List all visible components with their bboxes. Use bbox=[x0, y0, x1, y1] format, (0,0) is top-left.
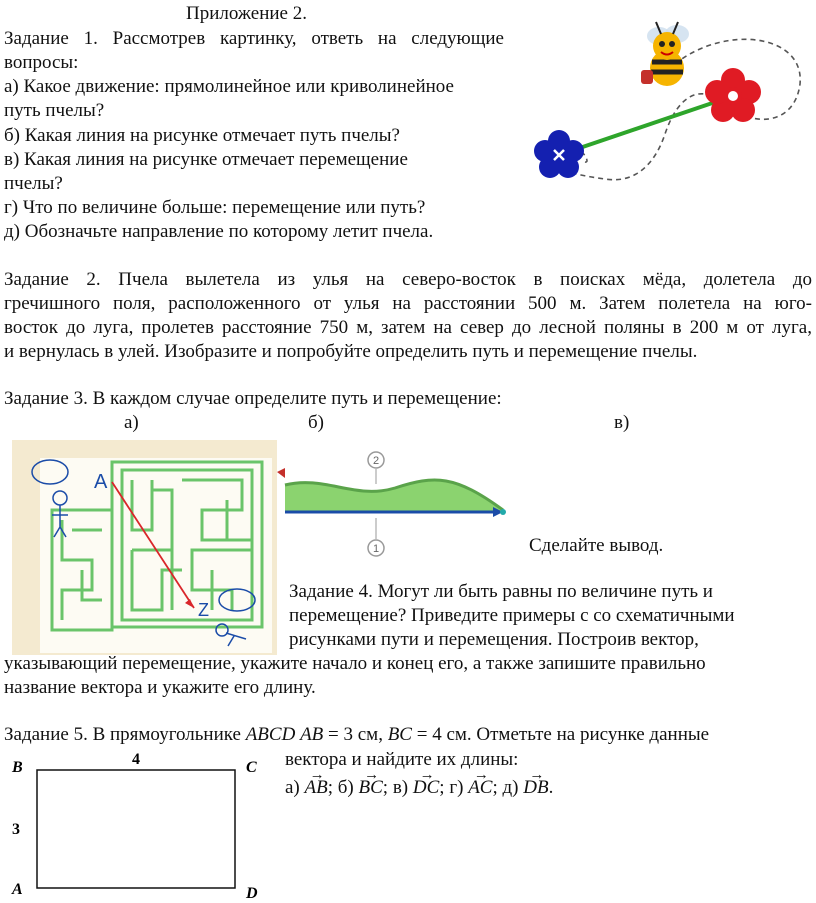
task2-line-4: и вернулась в улей. Изобразите и попробуйте определить путь и перемещение пчелы. bbox=[4, 341, 698, 362]
task4-line-5: название вектора и укажите его длину. bbox=[4, 677, 316, 698]
vector-separator: . bbox=[548, 777, 554, 798]
task1-question-a: а) Какое движение: прямолинейное или криволинейное bbox=[4, 76, 454, 97]
vertex-d: D bbox=[246, 885, 258, 900]
vector-dc: → DC bbox=[413, 776, 439, 800]
task3-label-a: а) bbox=[124, 412, 139, 433]
task2-line-2: гречишного поля, расположенного от улья на расстоянии 500 м. Затем полетела на юго- bbox=[4, 293, 812, 314]
vector-item-label: а) bbox=[285, 777, 305, 798]
task5-bc: BC bbox=[387, 724, 412, 745]
task5-prefix: Задание 5. В прямоугольнике bbox=[4, 724, 246, 745]
task4-line-2: перемещение? Приведите примеры с со схематичными bbox=[289, 605, 735, 626]
task1-question-d: г) Что по величине больше: перемещение или путь? bbox=[4, 197, 426, 218]
vector-ab: → AB bbox=[305, 776, 328, 800]
vector-db: → DB bbox=[523, 776, 548, 800]
task5-ab-value: = 3 см, bbox=[323, 724, 388, 745]
rectangle-abcd bbox=[8, 748, 270, 900]
task1-question-c: в) Какая линия на рисунке отмечает перемещение bbox=[4, 149, 408, 170]
bee-path-illustration bbox=[525, 14, 815, 194]
vector-item-label: б) bbox=[337, 777, 359, 798]
task1-question-a-cont: путь пчелы? bbox=[4, 100, 105, 121]
task3-label-c: в) bbox=[614, 412, 630, 433]
maze-end-label: Z bbox=[198, 600, 209, 620]
task1-question-c-cont: пчелы? bbox=[4, 173, 63, 194]
bee-icon bbox=[641, 22, 689, 86]
vector-separator: ; bbox=[327, 777, 338, 798]
wave-start-icon bbox=[277, 468, 285, 478]
wave-marker-2: 2 bbox=[372, 455, 380, 467]
maze-illustration bbox=[12, 440, 277, 655]
side-top-length: 4 bbox=[132, 751, 140, 768]
vector-item-label: в) bbox=[392, 777, 413, 798]
task2-line-1: Задание 2. Пчела вылетела из улья на северо-восток в поисках мёда, долетела до bbox=[4, 269, 812, 290]
wave-illustration bbox=[275, 450, 515, 560]
task5-line-2: вектора и найдите их длины: bbox=[285, 749, 519, 770]
vertex-c: C bbox=[246, 759, 257, 776]
task1-heading-cont: вопросы: bbox=[4, 52, 79, 73]
task4-line-3: рисунками пути и перемещения. Построив вектор, bbox=[289, 629, 699, 650]
task1-question-e: д) Обозначьте направление по которому летит пчела. bbox=[4, 221, 434, 242]
task1-heading: Задание 1. Рассмотрев картинку, ответь на следующие bbox=[4, 28, 504, 49]
vector-separator: ; bbox=[439, 777, 450, 798]
task5-ab: AB bbox=[300, 724, 324, 745]
task3-conclusion: Сделайте вывод. bbox=[529, 535, 664, 556]
maze-start-label: A bbox=[94, 471, 108, 493]
vector-separator: ; bbox=[382, 777, 393, 798]
side-left-length: 3 bbox=[12, 821, 20, 838]
appendix-title: Приложение 2. bbox=[186, 3, 307, 24]
red-flower-icon bbox=[705, 68, 761, 122]
task3-heading: Задание 3. В каждом случае определите путь и перемещение: bbox=[4, 388, 502, 409]
bee-displacement-line bbox=[559, 96, 733, 155]
vector-ac: → AC bbox=[468, 776, 492, 800]
blue-flower-icon bbox=[534, 130, 584, 178]
vertex-b: B bbox=[12, 759, 23, 776]
wave-marker-1: 1 bbox=[372, 543, 380, 555]
vector-item-label: д) bbox=[502, 777, 524, 798]
vertex-a: A bbox=[12, 881, 23, 898]
task5-line-1 bbox=[4, 723, 709, 747]
task5-bc-value: = 4 см. Отметьте на рисунке данные bbox=[411, 724, 710, 745]
vector-bc: → BC bbox=[359, 776, 383, 800]
task5-vector-list bbox=[285, 776, 553, 800]
vector-separator: ; bbox=[492, 777, 503, 798]
task4-line-1: Задание 4. Могут ли быть равны по величине путь и bbox=[289, 581, 713, 602]
task3-label-b: б) bbox=[308, 412, 324, 433]
task4-line-4: указывающий перемещение, укажите начало и конец его, а также запишите правильно bbox=[4, 653, 706, 674]
task1-question-b: б) Какая линия на рисунке отмечает путь пчелы? bbox=[4, 125, 400, 146]
task2-line-3: восток до луга, пролетев расстояние 750 м, затем на север до лесной поляны в 200 м от луга, bbox=[4, 317, 812, 338]
vector-item-label: г) bbox=[449, 777, 469, 798]
task5-abcd: ABCD bbox=[245, 724, 296, 745]
